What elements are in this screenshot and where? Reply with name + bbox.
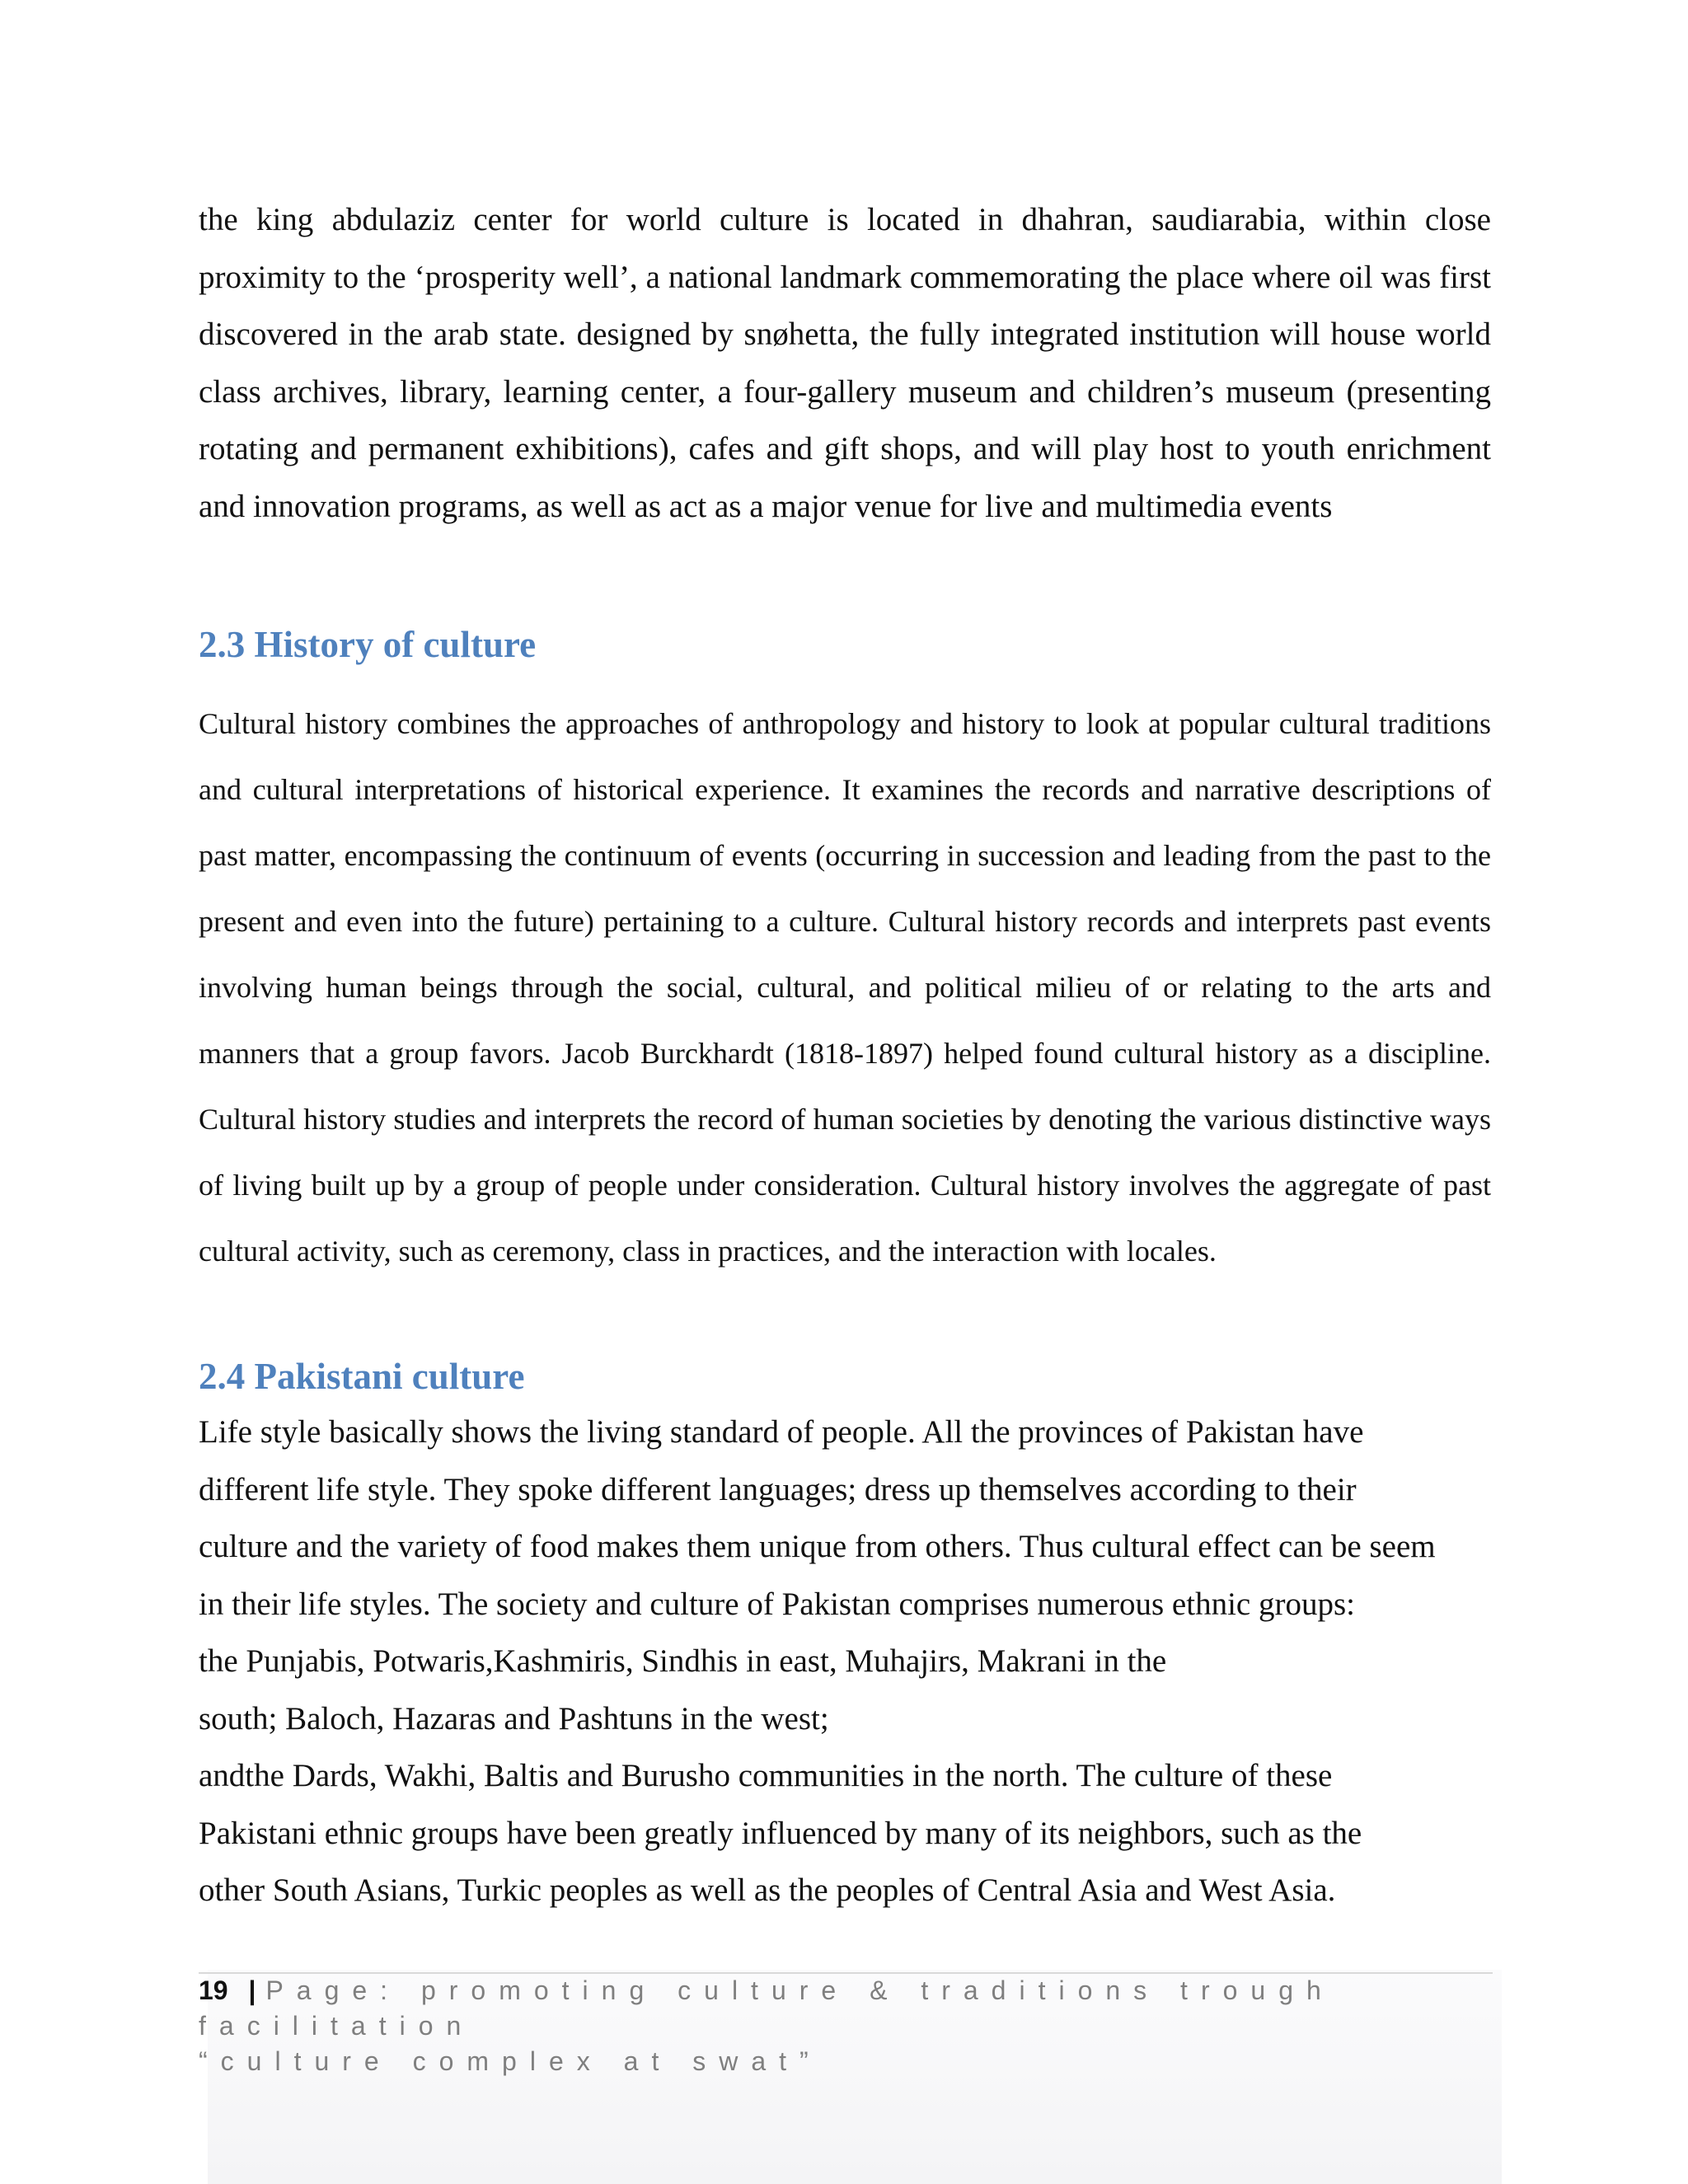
text-line: other South Asians, Turkic peoples as well as the peoples of Central Asia and West Asia.: [199, 1872, 1336, 1908]
footer-line-1: [199, 1973, 1493, 2044]
text-line: andthe Dards, Wakhi, Baltis and Burusho communities in the north. The culture of these: [199, 1758, 1333, 1793]
footer-separator: |: [248, 1975, 256, 2005]
section-heading-pakistani: 2.4 Pakistani culture: [199, 1356, 525, 1397]
text-line: Life style basically shows the living standard of people. All the provinces of Pakistan have: [199, 1414, 1364, 1450]
footer-title: Page: promoting culture & traditions trough facilitation: [199, 1975, 1334, 2041]
intro-paragraph: the king abdulaziz center for world culture is located in dhahran, saudiarabia, within close proximity to the ‘prosperity well’, a national landmark commemorating the place where oil was first discovered in the arab state. designed by snøhetta, the fully integrated institution will house world class archives, library, learning center, a four-gallery museum and children’s museum (presenting rotating and permanent exhibitions), cafes and gift shops, and will play host to youth enrichment and innovation programs, as well as act as a major venue for live and multimedia events: [199, 202, 1491, 524]
page-footer: [199, 1973, 1493, 2079]
text-line: the Punjabis, Potwaris,Kashmiris, Sindhis in east, Muhajirs, Makrani in the: [199, 1643, 1167, 1679]
footer-line-2: “culture complex at swat”: [199, 2046, 822, 2076]
text-line: in their life styles. The society and culture of Pakistan comprises numerous ethnic groups:: [199, 1586, 1355, 1622]
text-line: different life style. They spoke different languages; dress up themselves according to their: [199, 1471, 1357, 1507]
history-paragraph: Cultural history combines the approaches of anthropology and history to look at popular cultural traditions and cultural interpretations of historical experience. It examines the records and narrative descriptions of past matter, encompassing the continuum of events (occurring in succession and leading from the past to the present and even into the future) pertaining to a culture. Cultural history records and interprets past events involving human beings through the social, cultural, and political milieu of or relating to the arts and manners that a group favors. Jacob Burckhardt (1818-1897) helped found cultural history as a discipline. Cultural history studies and interprets the record of human societies by denoting the various distinctive ways of living built up by a group of people under consideration. Cultural history involves the aggregate of past cultural activity, such as ceremony, class in practices, and the interaction with locales.: [199, 707, 1491, 1268]
pakistani-paragraph: [199, 1404, 1491, 1919]
text-line: culture and the variety of food makes them unique from others. Thus cultural effect can be seem: [199, 1529, 1436, 1564]
page-number: 19: [199, 1975, 228, 2005]
section-heading-history: 2.3 History of culture: [199, 624, 537, 665]
text-line: Pakistani ethnic groups have been greatly influenced by many of its neighbors, such as the: [199, 1815, 1362, 1851]
text-line: south; Baloch, Hazaras and Pashtuns in the west;: [199, 1700, 829, 1736]
